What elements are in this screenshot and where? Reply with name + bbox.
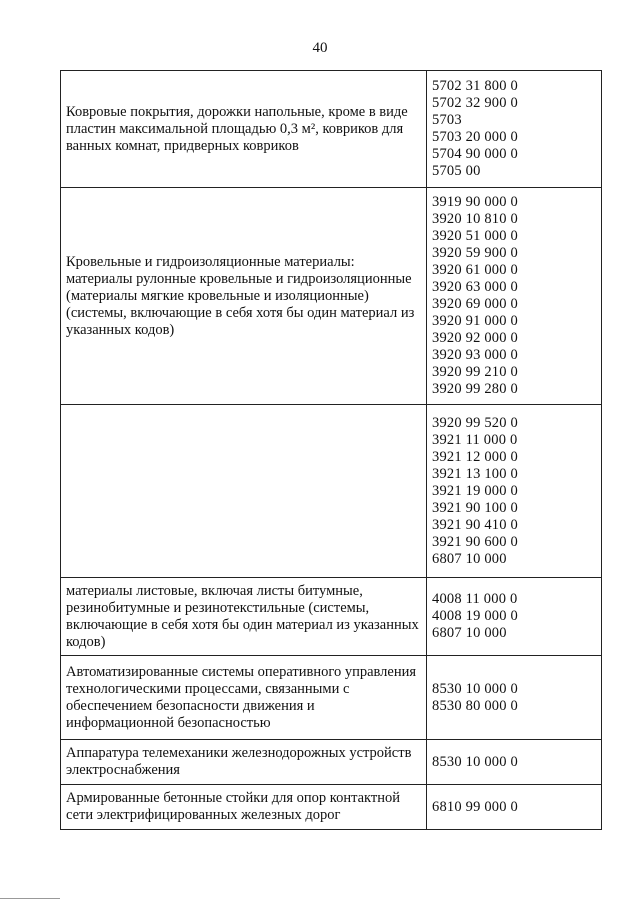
table-row bbox=[61, 71, 602, 188]
scan-edge-line bbox=[0, 898, 60, 899]
goods-description: Армированные бетонные стойки для опор контактной сети электрифицированных железных дорог bbox=[61, 785, 427, 830]
tn-ved-codes: 3920 99 520 0 3921 11 000 0 3921 12 000 0 3921 13 100 0 3921 19 000 0 3921 90 100 0 3921 90 410 0 3921 90 600 0 6807 10 000 bbox=[427, 405, 602, 578]
tn-ved-codes: 5702 31 800 0 5702 32 900 0 5703 5703 20 000 0 5704 90 000 0 5705 00 bbox=[427, 71, 602, 188]
table-row bbox=[61, 188, 602, 405]
tn-ved-codes: 8530 10 000 0 8530 80 000 0 bbox=[427, 656, 602, 740]
tn-ved-codes: 8530 10 000 0 bbox=[427, 740, 602, 785]
table-row bbox=[61, 656, 602, 740]
tn-ved-codes: 6810 99 000 0 bbox=[427, 785, 602, 830]
goods-codes-table bbox=[60, 70, 602, 830]
table-row bbox=[61, 740, 602, 785]
goods-description: Ковровые покрытия, дорожки напольные, кроме в виде пластин максимальной площадью 0,3 м², ковриков для ванных комнат, придверных ковриков bbox=[61, 71, 427, 188]
table-row bbox=[61, 785, 602, 830]
table-row bbox=[61, 578, 602, 656]
goods-description: Кровельные и гидроизоляционные материалы: материалы рулонные кровельные и гидроизоляционные (материалы мягкие кровельные и изоляционные) (системы, включающие в себя хотя бы один материал из указанных кодов) bbox=[61, 188, 427, 405]
goods-description: Аппаратура телемеханики железнодорожных устройств электроснабжения bbox=[61, 740, 427, 785]
goods-description: материалы листовые, включая листы битумные, резинобитумные и резинотекстильные (системы, включающие в себя хотя бы один материал из указанных кодов) bbox=[61, 578, 427, 656]
goods-description bbox=[61, 405, 427, 578]
tn-ved-codes: 3919 90 000 0 3920 10 810 0 3920 51 000 0 3920 59 900 0 3920 61 000 0 3920 63 000 0 3920 69 000 0 3920 91 000 0 3920 92 000 0 3920 93 000 0 3920 99 210 0 3920 99 280 0 bbox=[427, 188, 602, 405]
table-row bbox=[61, 405, 602, 578]
tn-ved-codes: 4008 11 000 0 4008 19 000 0 6807 10 000 bbox=[427, 578, 602, 656]
goods-description: Автоматизированные системы оперативного управления технологическими процессами, связанными с обеспечением безопасности движения и информационной безопасностью bbox=[61, 656, 427, 740]
page-number: 40 bbox=[312, 40, 328, 56]
